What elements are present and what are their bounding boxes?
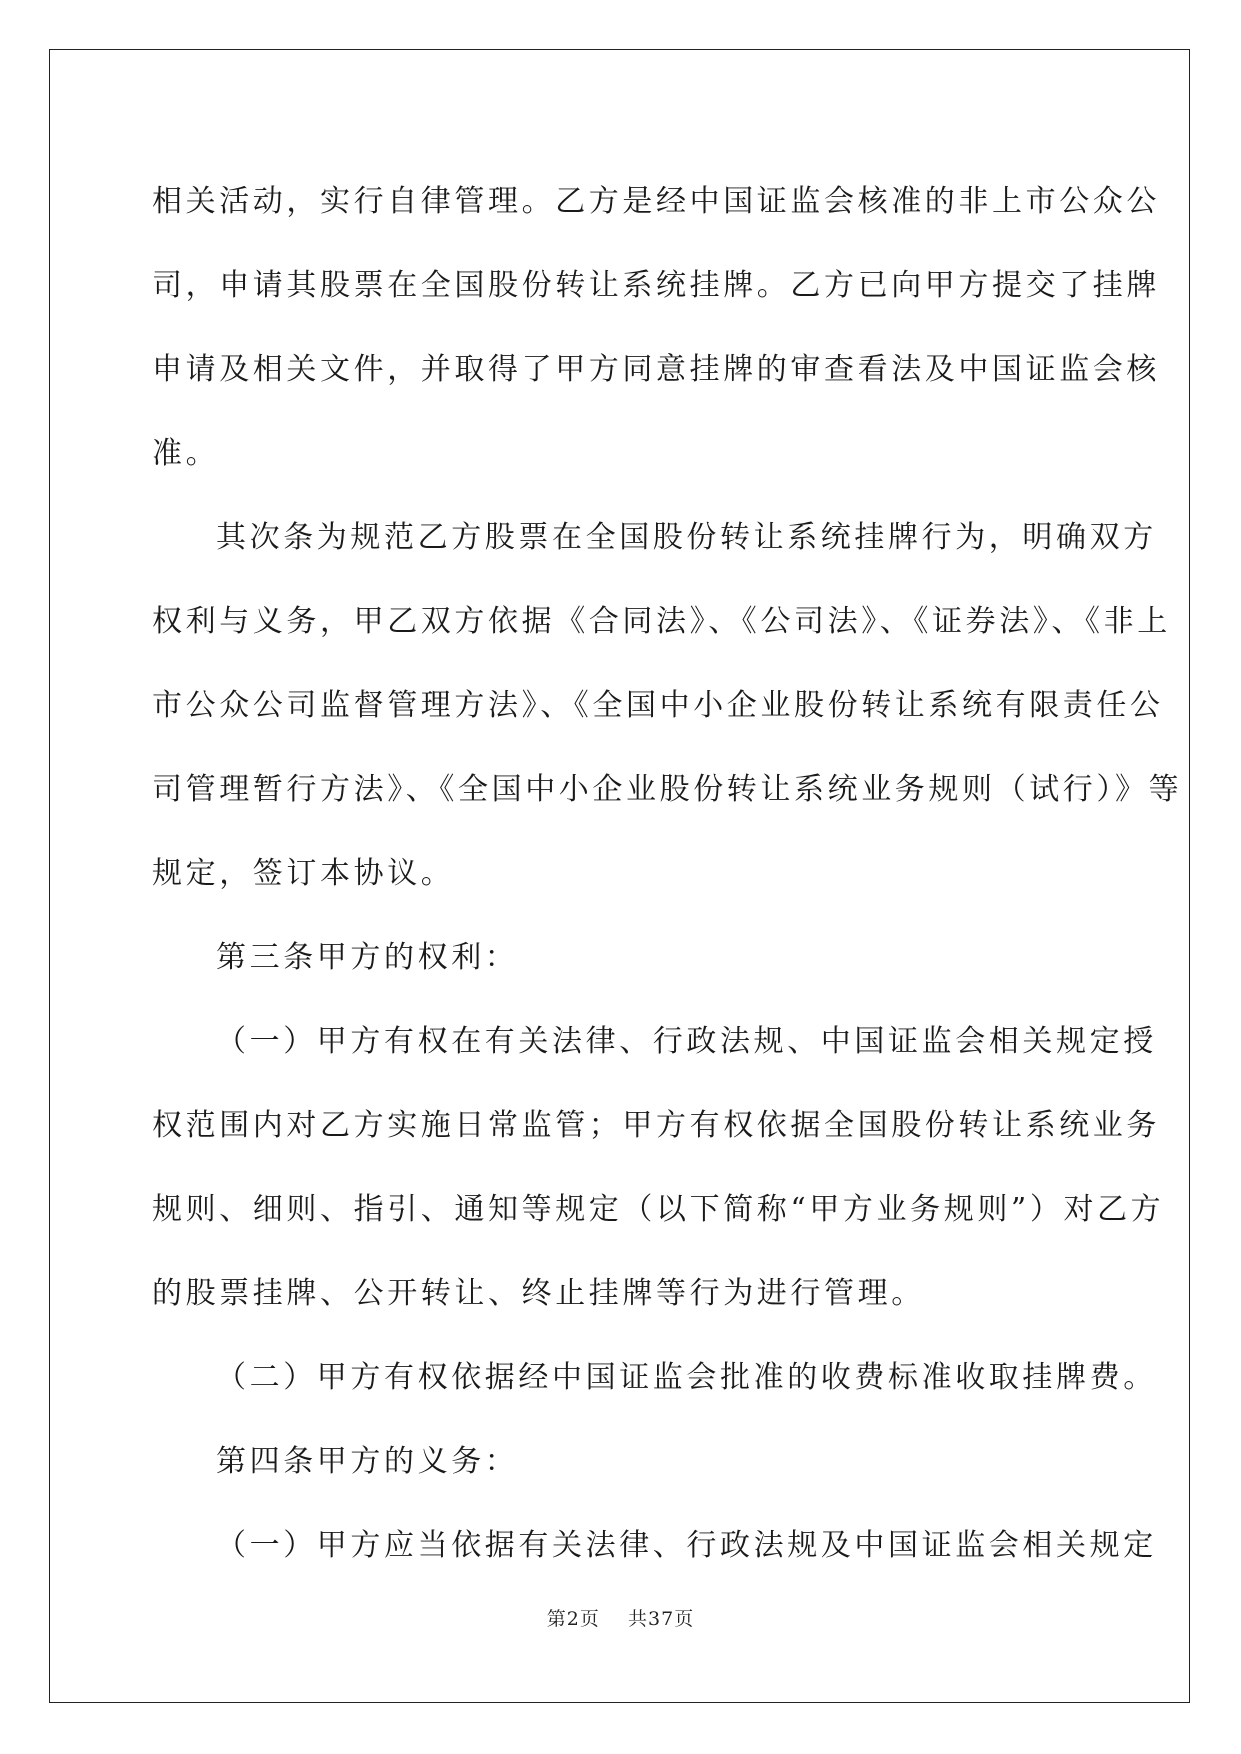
article-3-heading: 第三条甲方的权利： [216, 940, 519, 975]
text-line: 的股票挂牌、公开转让、终止挂牌等行为进行管理。 [152, 1276, 925, 1311]
page-number-total: 共37页 [628, 1608, 695, 1630]
text-line: 权范围内对乙方实施日常监管；甲方有权依据全国股份转让系统业务 [152, 1108, 1160, 1143]
paragraph-article-3-item-2: （二）甲方有权依据经中国证监会批准的收费标准收取挂牌费。 [216, 1360, 1157, 1395]
text-line: 市公众公司监督管理方法》、《全国中小企业股份转让系统有限责任公 [152, 688, 1164, 723]
text-line: 其次条为规范乙方股票在全国股份转让系统挂牌行为，明确双方 [216, 520, 1157, 555]
text-line: （一）甲方有权在有关法律、行政法规、中国证监会相关规定授 [216, 1024, 1157, 1059]
paragraph-article-3-item-1 [152, 1000, 1165, 1336]
page-footer [0, 1604, 1241, 1631]
document-body [152, 160, 1183, 1588]
paragraph-1 [152, 160, 1160, 496]
text-line: 相关活动，实行自律管理。乙方是经中国证监会核准的非上市公众公 [152, 184, 1160, 219]
article-4-heading: 第四条甲方的义务： [216, 1444, 519, 1479]
text-line: 司管理暂行方法》、《全国中小企业股份转让系统业务规则（试行）》等 [152, 772, 1183, 807]
paragraph-article-2 [152, 496, 1183, 916]
text-line: 申请及相关文件，并取得了甲方同意挂牌的审查看法及中国证监会核 [152, 352, 1160, 387]
text-line: 司，申请其股票在全国股份转让系统挂牌。乙方已向甲方提交了挂牌 [152, 268, 1160, 303]
text-line: 权利与义务，甲乙双方依据《合同法》、《公司法》、《证券法》、《非上 [152, 604, 1171, 639]
text-line: 准。 [152, 436, 220, 471]
text-line: 规定，签订本协议。 [152, 856, 455, 891]
text-line: 规则、细则、指引、通知等规定（以下简称“甲方业务规则”）对乙方 [152, 1192, 1165, 1227]
paragraph-article-4-item-1: （一）甲方应当依据有关法律、行政法规及中国证监会相关规定 [216, 1528, 1157, 1563]
page-number-current: 第2页 [546, 1608, 600, 1630]
